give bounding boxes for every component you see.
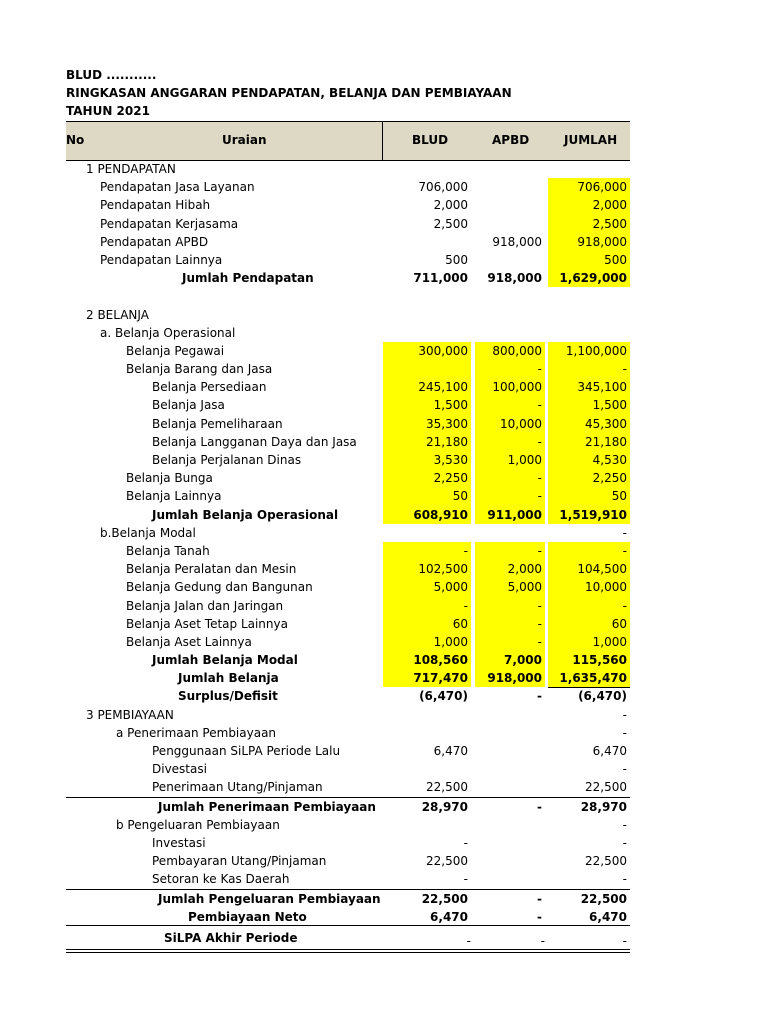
- row-label: Belanja Persediaan: [152, 380, 267, 395]
- table-row: [66, 816, 630, 834]
- cell-blud: 28,970: [421, 799, 468, 814]
- table-row: [66, 578, 630, 596]
- cell-blud: 60: [383, 615, 471, 633]
- table-row: [66, 506, 630, 524]
- table-row: [66, 834, 630, 852]
- cell-blud: 35,300: [383, 415, 471, 433]
- cell-blud: 1,000: [383, 633, 471, 651]
- cell-apbd: [475, 816, 545, 834]
- cell-blud: [383, 760, 471, 778]
- cell-blud: -: [383, 597, 471, 615]
- budget-table-body: [66, 160, 630, 926]
- table-row: [66, 742, 630, 760]
- cell-jumlah: 6,470: [589, 909, 627, 924]
- cell-blud: -: [463, 872, 468, 887]
- row-label: Jumlah Penerimaan Pembiayaan: [158, 799, 376, 814]
- cell-blud: 2,250: [383, 469, 471, 487]
- table-row: [66, 469, 630, 487]
- cell-blud: 6,470: [433, 744, 468, 758]
- cell-blud: [383, 160, 471, 178]
- cell-apbd: -: [537, 799, 542, 814]
- row-label: Pembayaran Utang/Pinjaman: [152, 854, 327, 869]
- silpa-jumlah: -: [622, 934, 627, 948]
- row-label: Belanja Aset Tetap Lainnya: [126, 616, 288, 631]
- row-label: Penggunaan SiLPA Periode Lalu: [152, 744, 341, 758]
- cell-blud: 1,500: [383, 396, 471, 414]
- cell-blud: 717,470: [383, 669, 471, 687]
- table-row: [66, 615, 630, 633]
- cell-apbd: -: [475, 360, 545, 378]
- row-label: Belanja Jasa: [152, 398, 225, 413]
- col-no: No: [66, 133, 85, 147]
- cell-apbd: 5,000: [475, 578, 545, 596]
- cell-jumlah: 22,500: [585, 854, 627, 869]
- table-row: [66, 306, 630, 324]
- table-row: [66, 487, 630, 505]
- cell-blud: [383, 360, 471, 378]
- cell-jumlah: 1,100,000: [548, 342, 630, 360]
- cell-apbd: 800,000: [475, 342, 545, 360]
- cell-blud: 706,000: [418, 180, 468, 195]
- table-row: [66, 651, 630, 669]
- cell-blud: 22,500: [426, 780, 468, 795]
- silpa-double-underline: [66, 949, 630, 950]
- cell-jumlah: 1,629,000: [548, 269, 630, 287]
- cell-apbd: [475, 324, 545, 342]
- row-label: Belanja Barang dan Jasa: [126, 362, 273, 377]
- cell-jumlah: -: [548, 542, 630, 560]
- cell-blud: [383, 724, 471, 742]
- cell-apbd: [475, 834, 545, 852]
- row-label: Belanja Lainnya: [126, 489, 222, 504]
- cell-jumlah: 1,635,470: [548, 669, 630, 687]
- cell-blud: -: [383, 542, 471, 560]
- cell-apbd: [475, 852, 545, 870]
- cell-jumlah: 104,500: [548, 560, 630, 578]
- cell-apbd: 1,000: [475, 451, 545, 469]
- row-label: Belanja Perjalanan Dinas: [152, 453, 302, 467]
- row-label: Pendapatan Lainnya: [100, 252, 223, 267]
- cell-apbd: -: [475, 542, 545, 560]
- report-year: TAHUN 2021: [66, 104, 150, 118]
- cell-blud: [383, 324, 471, 342]
- row-label: Belanja Aset Lainnya: [126, 634, 252, 649]
- table-row: [66, 633, 630, 651]
- cell-apbd: [475, 251, 545, 269]
- cell-jumlah: -: [622, 725, 627, 740]
- row-label: Divestasi: [152, 762, 207, 777]
- cell-blud: 2,000: [433, 198, 468, 213]
- org-name: BLUD ...........: [66, 68, 157, 82]
- cell-blud: 108,560: [383, 651, 471, 669]
- col-apbd: APBD: [492, 133, 530, 147]
- cell-blud: 22,500: [421, 891, 468, 906]
- cell-apbd: -: [475, 487, 545, 505]
- col-blud: BLUD: [412, 133, 449, 147]
- row-label: Pendapatan APBD: [100, 234, 209, 249]
- row-label: Pendapatan Hibah: [100, 198, 211, 213]
- cell-blud: [383, 706, 471, 724]
- cell-apbd: [475, 760, 545, 778]
- cell-jumlah: 4,530: [548, 451, 630, 469]
- row-label: Jumlah Belanja Modal: [152, 653, 298, 668]
- cell-jumlah: 50: [548, 487, 630, 505]
- silpa-blud: -: [466, 934, 471, 948]
- table-row: [66, 724, 630, 742]
- table-row: [66, 396, 630, 414]
- cell-apbd: [475, 306, 545, 324]
- cell-apbd: 918,000: [475, 669, 545, 687]
- cell-jumlah: 2,500: [548, 215, 630, 233]
- cell-jumlah: [548, 160, 630, 178]
- table-row: [66, 360, 630, 378]
- row-label: Belanja Jalan dan Jaringan: [126, 598, 284, 613]
- table-row: [66, 433, 630, 451]
- cell-apbd: 100,000: [475, 378, 545, 396]
- row-label: Belanja Pegawai: [126, 343, 225, 358]
- cell-jumlah: 10,000: [548, 578, 630, 596]
- table-row: [66, 524, 630, 542]
- cell-jumlah: 918,000: [548, 233, 630, 251]
- table-row: [66, 669, 630, 687]
- cell-jumlah: -: [622, 872, 627, 887]
- cell-apbd: 10,000: [475, 415, 545, 433]
- silpa-label: SiLPA Akhir Periode: [164, 931, 298, 945]
- cell-blud: [383, 233, 471, 251]
- cell-jumlah: 115,560: [548, 651, 630, 669]
- cell-jumlah: 45,300: [548, 415, 630, 433]
- row-label: Jumlah Pengeluaran Pembiayaan: [158, 891, 381, 906]
- cell-jumlah: 345,100: [548, 378, 630, 396]
- cell-blud: 2,500: [433, 216, 468, 231]
- table-row: [66, 160, 630, 178]
- cell-jumlah: -: [622, 835, 627, 850]
- table-row: [66, 597, 630, 615]
- table-row: [66, 706, 630, 724]
- table-row: [66, 251, 630, 269]
- row-label: Surplus/Defisit: [178, 689, 278, 704]
- cell-jumlah: 1,519,910: [548, 506, 630, 524]
- table-row: [66, 378, 630, 396]
- cell-jumlah: 22,500: [585, 780, 627, 795]
- row-label: a Penerimaan Pembiayaan: [116, 725, 277, 740]
- row-label: 2 BELANJA: [86, 307, 149, 322]
- cell-apbd: -: [537, 891, 542, 906]
- row-label: Belanja Gedung dan Bangunan: [126, 580, 313, 595]
- cell-apbd: -: [475, 597, 545, 615]
- cell-jumlah: 1,500: [548, 396, 630, 414]
- cell-apbd: -: [537, 689, 542, 704]
- cell-jumlah: 500: [548, 251, 630, 269]
- cell-apbd: 2,000: [475, 560, 545, 578]
- cell-jumlah: -: [622, 707, 627, 722]
- row-label: 3 PEMBIAYAAN: [86, 707, 174, 722]
- cell-apbd: 7,000: [475, 651, 545, 669]
- cell-jumlah: 706,000: [548, 178, 630, 196]
- cell-apbd: [475, 287, 545, 305]
- cell-blud: 50: [383, 487, 471, 505]
- cell-jumlah: [548, 306, 630, 324]
- table-row: [66, 870, 630, 888]
- row-label: Pendapatan Kerjasama: [100, 216, 239, 231]
- cell-apbd: -: [475, 469, 545, 487]
- row-label: Pendapatan Jasa Layanan: [100, 180, 255, 195]
- cell-blud: (6,470): [419, 689, 468, 704]
- cell-blud: 300,000: [383, 342, 471, 360]
- table-row: [66, 908, 630, 926]
- table-row: [66, 196, 630, 214]
- cell-blud: [383, 524, 471, 542]
- cell-apbd: -: [537, 909, 542, 924]
- cell-blud: [383, 306, 471, 324]
- row-label: Jumlah Belanja Operasional: [152, 507, 339, 522]
- cell-apbd: -: [475, 396, 545, 414]
- cell-apbd: [475, 178, 545, 196]
- cell-apbd: -: [475, 615, 545, 633]
- cell-blud: 5,000: [383, 578, 471, 596]
- table-row: [66, 560, 630, 578]
- cell-jumlah: -: [622, 817, 627, 832]
- cell-jumlah: 22,500: [580, 891, 627, 906]
- cell-blud: -: [463, 835, 468, 850]
- silpa-apbd: -: [540, 934, 545, 948]
- cell-jumlah: -: [548, 597, 630, 615]
- row-label: Belanja Tanah: [126, 543, 210, 558]
- cell-blud: 3,530: [383, 451, 471, 469]
- row-label: Belanja Peralatan dan Mesin: [126, 562, 297, 577]
- row-label: 1 PENDAPATAN: [86, 162, 176, 176]
- cell-jumlah: 2,250: [548, 469, 630, 487]
- row-label: Investasi: [152, 835, 206, 850]
- table-row: [66, 889, 630, 908]
- cell-apbd: 911,000: [475, 506, 545, 524]
- col-jumlah: JUMLAH: [564, 133, 618, 147]
- row-label: a. Belanja Operasional: [100, 325, 236, 340]
- table-row: [66, 760, 630, 778]
- table-row: [66, 342, 630, 360]
- table-row: [66, 178, 630, 196]
- cell-apbd: [475, 524, 545, 542]
- table-row: [66, 778, 630, 796]
- cell-blud: 711,000: [413, 271, 468, 286]
- cell-jumlah: [548, 287, 630, 305]
- cell-jumlah: 1,000: [548, 633, 630, 651]
- table-row: [66, 269, 630, 287]
- row-label: Penerimaan Utang/Pinjaman: [152, 780, 323, 795]
- cell-apbd: [475, 160, 545, 178]
- cell-jumlah: 2,000: [548, 196, 630, 214]
- row-label: Jumlah Pendapatan: [182, 271, 314, 286]
- cell-jumlah: 6,470: [592, 744, 627, 758]
- cell-apbd: -: [475, 633, 545, 651]
- cell-apbd: [475, 742, 545, 760]
- row-label: Belanja Pemeliharaan: [152, 416, 283, 431]
- table-row: [66, 287, 630, 305]
- silpa-double-underline-2: [66, 952, 630, 953]
- cell-jumlah: (6,470): [578, 689, 627, 704]
- table-row: [66, 687, 630, 705]
- cell-blud: 608,910: [383, 506, 471, 524]
- silpa-top-border: [66, 925, 630, 926]
- report-title: RINGKASAN ANGGARAN PENDAPATAN, BELANJA DAN PEMBIAYAAN: [66, 86, 512, 100]
- cell-jumlah: -: [622, 525, 627, 540]
- table-row: [66, 797, 630, 816]
- cell-apbd: [475, 778, 545, 796]
- column-header-bar: [66, 121, 630, 161]
- cell-apbd: -: [475, 433, 545, 451]
- cell-jumlah: 28,970: [580, 799, 627, 814]
- cell-apbd: [475, 215, 545, 233]
- row-label: b.Belanja Modal: [100, 525, 196, 540]
- cell-blud: [383, 287, 471, 305]
- table-row: [66, 451, 630, 469]
- cell-apbd: [475, 724, 545, 742]
- cell-jumlah: 60: [548, 615, 630, 633]
- cell-apbd: [475, 196, 545, 214]
- cell-apbd: 918,000: [487, 271, 542, 286]
- cell-apbd: 918,000: [492, 234, 542, 249]
- cell-apbd: [475, 706, 545, 724]
- row-label: Pembiayaan Neto: [188, 909, 307, 924]
- cell-blud: 6,470: [430, 909, 468, 924]
- table-row: [66, 852, 630, 870]
- row-label: b Pengeluaran Pembiayaan: [116, 817, 280, 832]
- cell-blud: [383, 816, 471, 834]
- cell-blud: 245,100: [383, 378, 471, 396]
- row-label: Jumlah Belanja: [178, 671, 279, 686]
- cell-jumlah: [548, 324, 630, 342]
- cell-jumlah: -: [622, 762, 627, 777]
- table-row: [66, 233, 630, 251]
- row-label: Setoran ke Kas Daerah: [152, 872, 290, 887]
- column-divider: [382, 122, 383, 160]
- cell-jumlah: -: [548, 360, 630, 378]
- table-row: [66, 324, 630, 342]
- cell-blud: 102,500: [383, 560, 471, 578]
- table-row: [66, 542, 630, 560]
- col-uraian: Uraian: [222, 133, 267, 147]
- table-row: [66, 215, 630, 233]
- cell-blud: 22,500: [426, 854, 468, 869]
- cell-blud: 21,180: [383, 433, 471, 451]
- cell-jumlah: 21,180: [548, 433, 630, 451]
- row-label: Belanja Bunga: [126, 471, 213, 486]
- cell-blud: 500: [445, 252, 468, 267]
- table-row: [66, 415, 630, 433]
- cell-apbd: [475, 870, 545, 888]
- row-label: Belanja Langganan Daya dan Jasa: [152, 434, 357, 449]
